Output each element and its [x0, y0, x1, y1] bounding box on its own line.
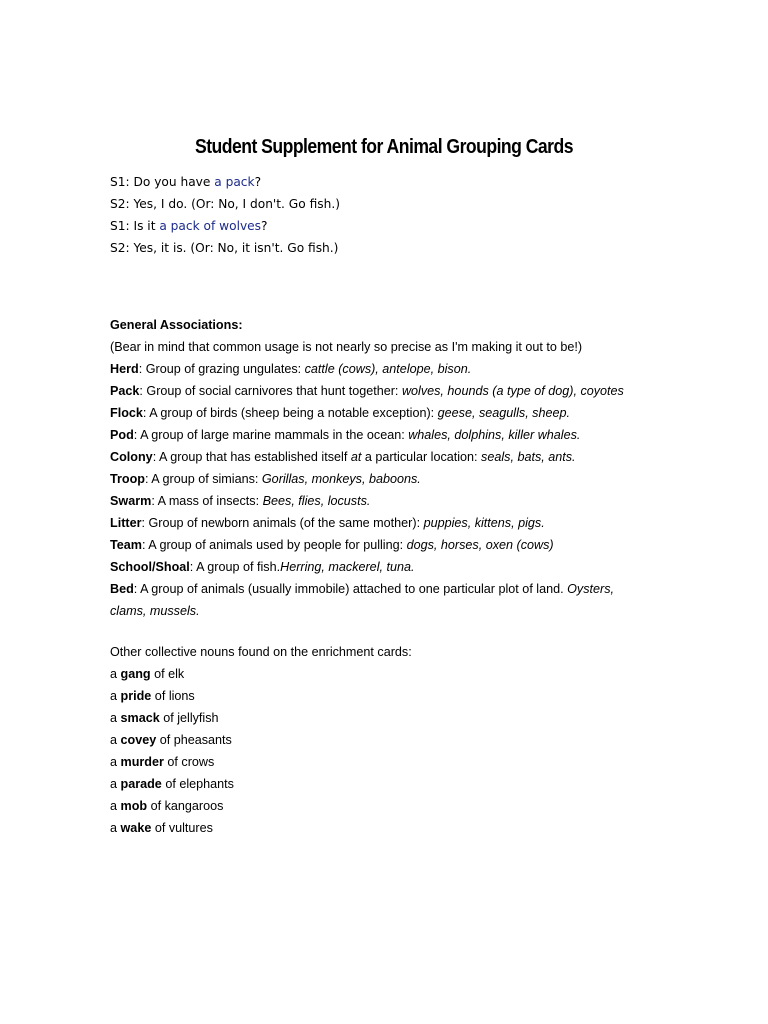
entry-description: : Group of newborn animals (of the same mother): [141, 516, 424, 530]
page-title: Student Supplement for Animal Grouping Cards [194, 136, 573, 158]
entry-description: : A group of animals used by people for pulling: [141, 538, 407, 552]
dialog-highlight: a pack [214, 175, 255, 189]
dialog-example [110, 171, 340, 259]
entry-description: : A mass of insects: [151, 494, 263, 508]
noun-item [110, 729, 412, 751]
entry-examples: whales, dolphins, killer whales. [408, 428, 581, 442]
entry-term: Flock [110, 406, 143, 420]
article: a [110, 689, 121, 703]
animal-phrase: of elk [150, 667, 185, 681]
entry-examples: seals, bats, ants. [481, 450, 576, 464]
entry-term: Bed [110, 582, 134, 596]
dialog-text: Yes, I do. (Or: No, I don't. Go fish.) [129, 197, 340, 211]
article: a [110, 777, 121, 791]
entry-examples: Oysters, clams, mussels. [110, 582, 615, 618]
dialog-line [110, 193, 340, 215]
collective-noun: gang [120, 667, 151, 681]
section-note: (Bear in mind that common usage is not nearly so precise as I'm making it out to be!) [110, 340, 583, 354]
entry-description: : A group of simians: [144, 472, 262, 486]
entry-description: : Group of grazing ungulates: [138, 362, 305, 376]
association-entry [110, 402, 650, 424]
article: a [110, 667, 121, 681]
entry-term: Colony [110, 450, 153, 464]
dialog-text: Do you have [129, 175, 215, 189]
animal-phrase: of jellyfish [159, 711, 219, 725]
noun-item [110, 685, 412, 707]
entry-description: : A group of large marine mammals in the ocean: [133, 428, 409, 442]
entry-examples: cattle (cows), antelope, bison. [304, 362, 472, 376]
noun-item [110, 795, 412, 817]
association-entry [110, 424, 650, 446]
entry-examples: puppies, kittens, pigs. [423, 516, 545, 530]
collective-noun: parade [120, 777, 162, 791]
dialog-text-end: ? [254, 175, 262, 189]
article: a [110, 799, 121, 813]
entry-description-emphasis: at [350, 450, 362, 464]
dialog-highlight: a pack of wolves [159, 219, 262, 233]
dialog-line [110, 215, 340, 237]
association-entry [110, 380, 650, 402]
association-entry [110, 446, 650, 468]
entry-term: Herd [110, 362, 139, 376]
noun-item [110, 707, 412, 729]
entry-description: a particular location: [361, 450, 482, 464]
animal-phrase: of kangaroos [147, 799, 224, 813]
article: a [110, 821, 121, 835]
collective-noun: mob [120, 799, 148, 813]
other-collective-nouns-section [110, 641, 412, 839]
animal-phrase: of pheasants [156, 733, 232, 747]
entry-description: : A group of birds (sheep being a notable exception): [142, 406, 438, 420]
association-entry [110, 534, 650, 556]
speaker-label: S1: [110, 175, 130, 189]
association-entry [110, 512, 650, 534]
entry-term: School/Shoal [110, 560, 190, 574]
article: a [110, 711, 121, 725]
association-entry [110, 556, 650, 578]
speaker-label: S2: [110, 241, 130, 255]
collective-noun: smack [120, 711, 160, 725]
dialog-text: Yes, it is. (Or: No, it isn't. Go fish.) [129, 241, 339, 255]
entry-examples: wolves, hounds (a type of dog), coyotes [401, 384, 624, 398]
entry-term: Team [110, 538, 142, 552]
association-entry [110, 490, 650, 512]
collective-noun: murder [120, 755, 164, 769]
entry-term: Pack [110, 384, 140, 398]
entry-examples: geese, seagulls, sheep. [437, 406, 570, 420]
entry-examples: Gorillas, monkeys, baboons. [261, 472, 421, 486]
section-heading: Other collective nouns found on the enrichment cards: [110, 645, 412, 659]
entry-examples: Bees, flies, locusts. [262, 494, 371, 508]
dialog-line [110, 171, 340, 193]
collective-noun: pride [120, 689, 152, 703]
article: a [110, 755, 121, 769]
animal-phrase: of crows [163, 755, 215, 769]
association-entry [110, 578, 650, 622]
entry-term: Pod [110, 428, 134, 442]
association-entry [110, 358, 650, 380]
noun-item [110, 751, 412, 773]
entry-description: : A group of fish. [189, 560, 281, 574]
entry-description: : A group that has established itself [152, 450, 351, 464]
entry-term: Swarm [110, 494, 152, 508]
entry-examples: dogs, horses, oxen (cows) [406, 538, 554, 552]
entry-term: Litter [110, 516, 142, 530]
speaker-label: S1: [110, 219, 130, 233]
entry-examples: Herring, mackerel, tuna. [280, 560, 415, 574]
collective-noun: wake [120, 821, 152, 835]
noun-item [110, 773, 412, 795]
association-entry [110, 468, 650, 490]
noun-item [110, 817, 412, 839]
collective-noun: covey [120, 733, 157, 747]
entry-description: : A group of animals (usually immobile) attached to one particular plot of land. [133, 582, 568, 596]
speaker-label: S2: [110, 197, 130, 211]
general-associations-section [110, 314, 650, 622]
dialog-text: Is it [129, 219, 160, 233]
entry-description: : Group of social carnivores that hunt together: [139, 384, 402, 398]
animal-phrase: of lions [151, 689, 195, 703]
animal-phrase: of vultures [151, 821, 213, 835]
dialog-line [110, 237, 340, 259]
noun-item [110, 663, 412, 685]
section-heading: General Associations: [110, 318, 243, 332]
article: a [110, 733, 121, 747]
entry-term: Troop [110, 472, 145, 486]
animal-phrase: of elephants [161, 777, 234, 791]
dialog-text-end: ? [261, 219, 268, 233]
